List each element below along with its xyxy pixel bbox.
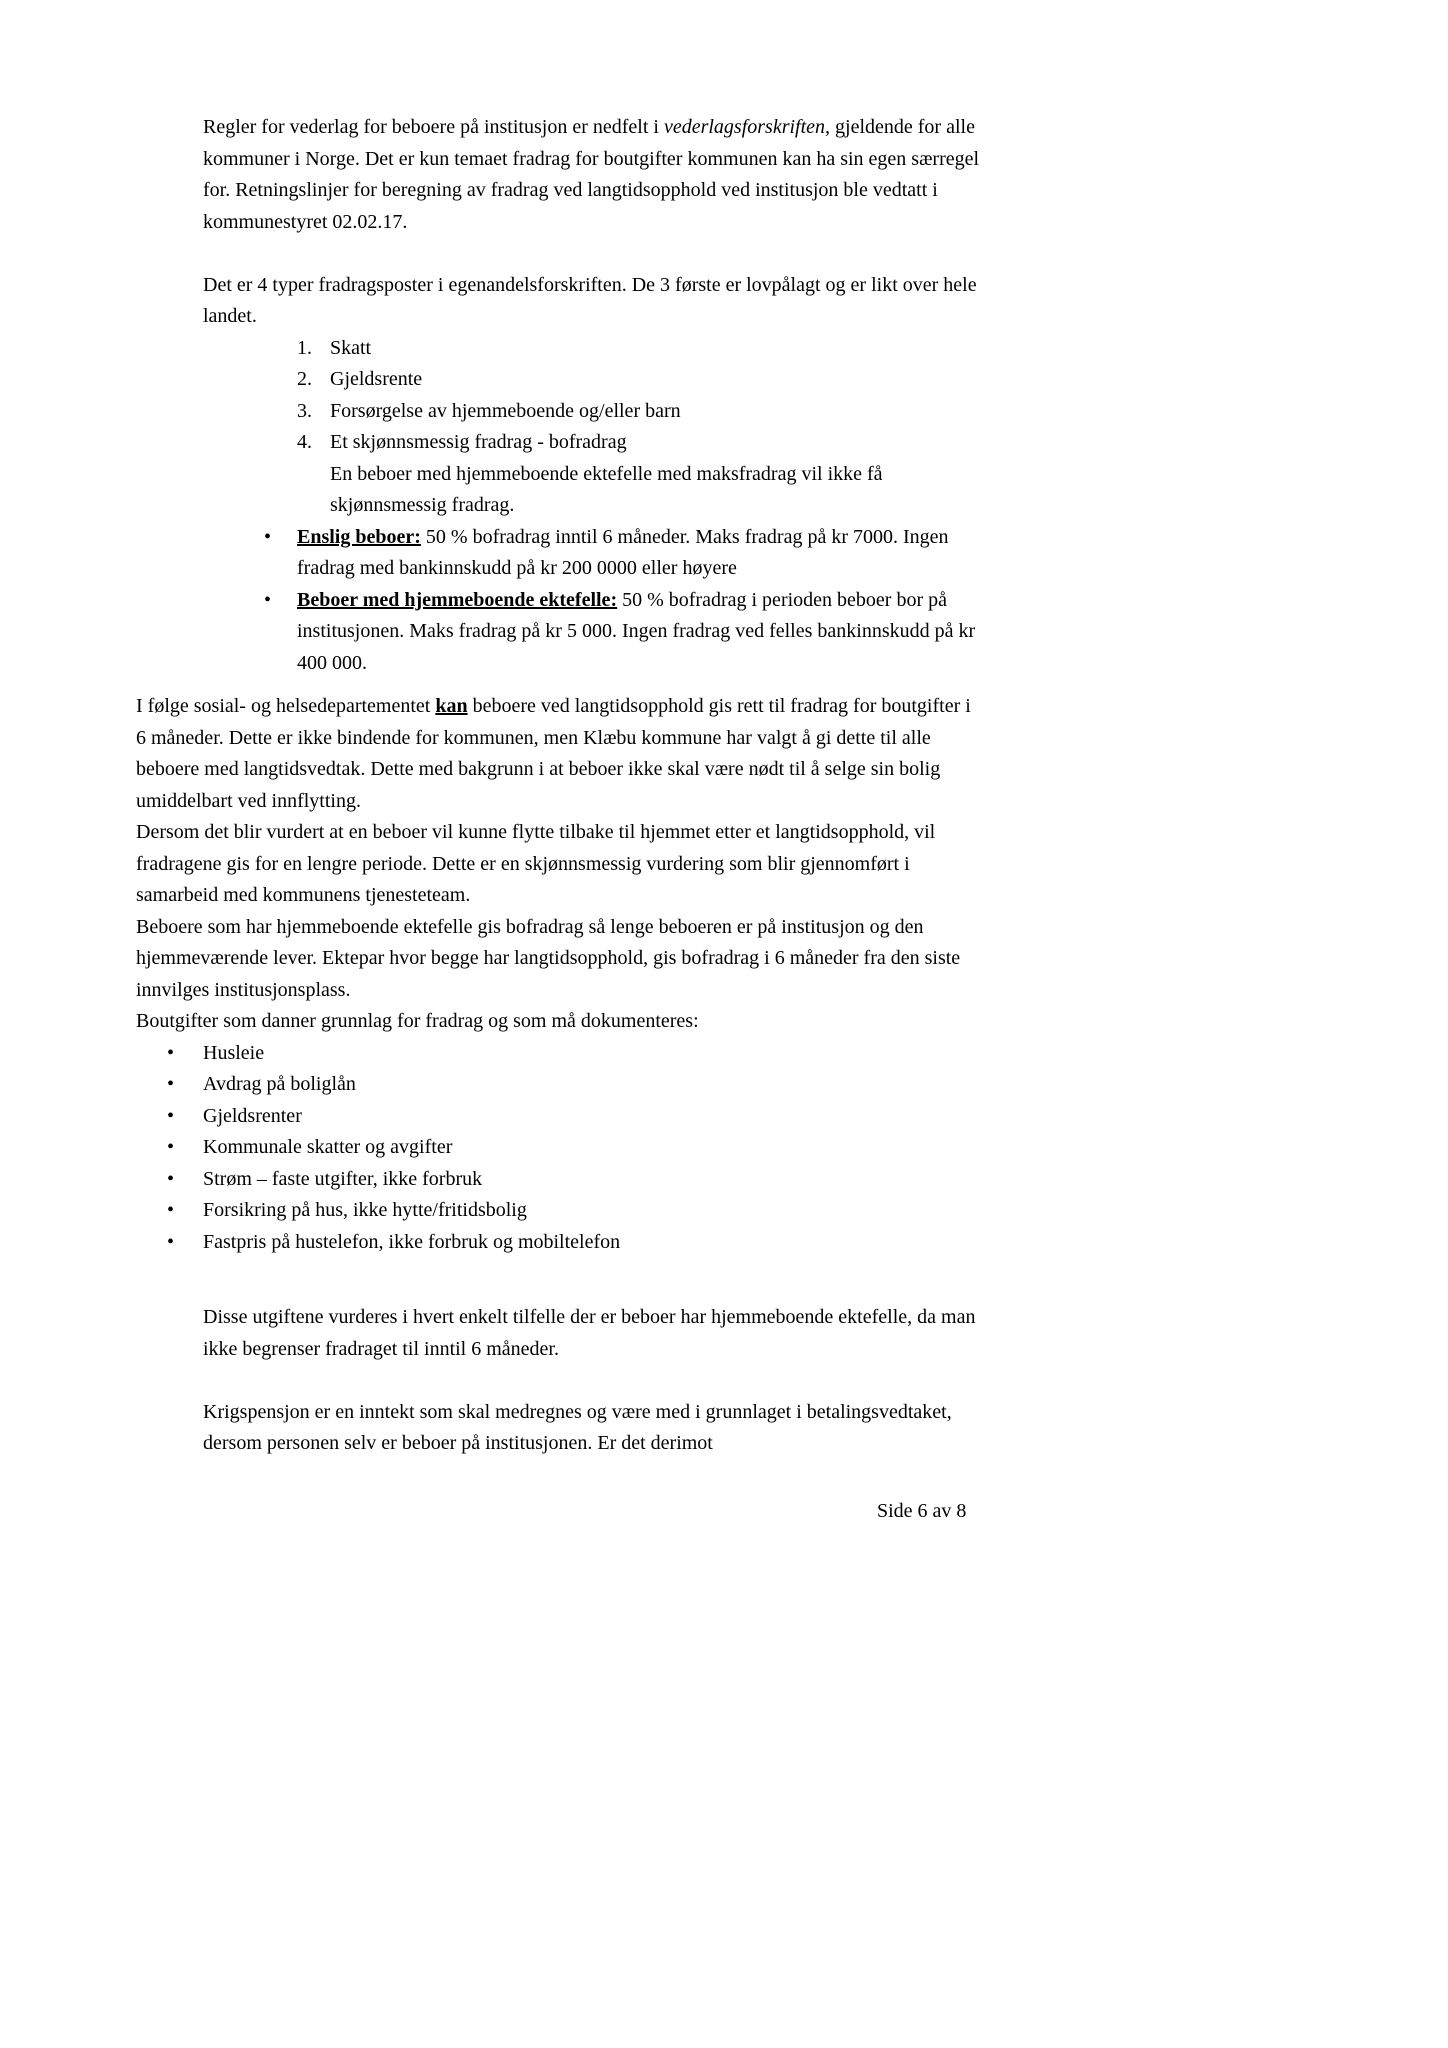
closing-paragraph-1: Disse utgiftene vurderes i hvert enkelt tilfelle der er beboer har hjemmeboende ektefelle, da man ikke begrenser fradraget til inntil 6 måneder. [203, 1306, 976, 1360]
single-resident-lead: Enslig beboer: [297, 525, 421, 548]
numbered-item-forsorgelse [297, 396, 982, 428]
bullet-icon: • [264, 525, 272, 548]
bullet-icon: • [167, 1073, 175, 1095]
single-resident-rest: 50 % bofradrag inntil 6 måneder. Maks fradrag på kr 7000. Ingen fradrag med bankinnskudd på kr 200 0000 eller høyere [297, 525, 949, 579]
list-item-text: Gjeldsrente [330, 368, 423, 390]
expense-item-forsikring [167, 1195, 982, 1227]
regulation-name-italic: vederlagsforskriften [663, 116, 826, 138]
expense-item-avdrag [167, 1069, 982, 1101]
expense-item-text: Husleie [203, 1041, 265, 1064]
expense-item-husleie [167, 1038, 982, 1070]
numbered-item-bofradrag [297, 427, 982, 459]
list-number: 4. [297, 431, 312, 453]
body-paragraph-2: Dersom det blir vurdert at en beboer vil kunne flytte tilbake til hjemmet etter et langtidsopphold, vil fradragene gis for en lengre periode. Dette er en skjønnsmessig vurdering som blir gjennomført i samarbeid med kommunens tjenesteteam. [136, 821, 936, 906]
expense-item-text: Gjeldsrenter [203, 1104, 302, 1127]
bullet-icon: • [167, 1041, 175, 1064]
list-item-text: Et skjønnsmessig fradrag - bofradrag [330, 431, 627, 453]
body-p1-start: I følge sosial- og helsedepartementet [136, 695, 436, 717]
intro-text-start: Regler for vederlag for beboere på institusjon er nedfelt i [203, 116, 664, 138]
page-number: Side 6 av 8 [877, 1500, 967, 1522]
bullet-icon: • [167, 1104, 175, 1127]
list-number: 1. [297, 336, 312, 359]
expense-item-text: Kommunale skatter og avgifter [203, 1136, 453, 1158]
expense-item-text: Avdrag på boliglån [203, 1073, 356, 1095]
numbered-item-gjeldsrente [297, 364, 982, 396]
numbered-item-skatt [297, 333, 982, 365]
page-content [136, 112, 982, 1460]
closing-paragraph-2: Krigspensjon er en inntekt som skal medregnes og være med i grunnlaget i betalingsvedtaket, dersom personen selv er beboer på institusjonen. Er det derimot [203, 1400, 952, 1454]
expense-item-kommunale-skatter [167, 1132, 982, 1164]
single-resident-text [297, 522, 977, 585]
kan-emphasis: kan [435, 695, 468, 717]
main-text-block [136, 691, 982, 1038]
bullet-icon: • [264, 588, 272, 611]
intro-paragraph [203, 112, 982, 238]
body-paragraph-1 [136, 691, 982, 817]
spouse-resident-text [297, 585, 977, 680]
spouse-resident-rest: 50 % bofradrag i perioden beboer bor på institusjonen. Maks fradrag på kr 5 000. Ingen fradrag ved felles bankinnskudd på kr 400 000. [297, 588, 976, 674]
bullet-icon: • [167, 1167, 175, 1190]
deduction-types-paragraph: Det er 4 typer fradragsposter i egenandelsforskriften. De 3 første er lovpålagt og er likt over hele landet. [203, 273, 977, 327]
list-number: 3. [297, 399, 312, 422]
expense-item-fastpris [167, 1227, 982, 1259]
list-item-text: Forsørgelse av hjemmeboende og/eller barn [330, 399, 681, 422]
bullet-icon: • [167, 1199, 175, 1221]
expense-item-text: Fastpris på hustelefon, ikke forbruk og mobiltelefon [203, 1230, 621, 1253]
body-paragraph-3: Beboere som har hjemmeboende ektefelle gis bofradrag så lenge beboeren er på institusjon og den hjemmeværende lever. Ektepar hvor begge har langtidsopphold, gis bofradrag i 6 måneder fra den siste innvilges institusjonsplass. [136, 915, 961, 1001]
expense-item-text: Forsikring på hus, ikke hytte/fritidsbolig [203, 1199, 527, 1221]
body-p1-end: beboere ved langtidsopphold gis rett til fradrag for boutgifter i 6 måneder. Dette er ikke bindende for kommunen, men Klæbu kommune har valgt å gi dette til alle beboere med langtidsvedtak. Dette med bakgrunn i at beboer ikke skal være nødt til å selge sin bolig umiddelbart ved innflytting. [136, 695, 971, 812]
list-number: 2. [297, 368, 312, 390]
bofradrag-note: En beboer med hjemmeboende ektefelle med maksfradrag vil ikke få skjønnsmessig fradrag. [330, 462, 883, 516]
body-paragraph-4: Boutgifter som danner grunnlag for fradrag og som må dokumenteres: [136, 1010, 699, 1032]
bullet-icon: • [167, 1136, 175, 1158]
bullet-spouse-resident [264, 585, 982, 680]
list-item-text: Skatt [330, 336, 372, 359]
bullet-single-resident [264, 522, 982, 585]
expense-item-strom [167, 1164, 982, 1196]
expense-item-text: Strøm – faste utgifter, ikke forbruk [203, 1167, 483, 1190]
spouse-resident-lead: Beboer med hjemmeboende ektefelle: [297, 588, 618, 611]
expense-item-gjeldsrenter [167, 1101, 982, 1133]
intro-text-end: , gjeldende for alle kommuner i Norge. Det er kun temaet fradrag for boutgifter kommunen kan ha sin egen særregel for. Retningslinjer for beregning av fradrag ved langtidsopphold ved institusjon ble vedtatt i kommunestyret 02.02.17. [203, 116, 980, 233]
bullet-icon: • [167, 1230, 175, 1253]
